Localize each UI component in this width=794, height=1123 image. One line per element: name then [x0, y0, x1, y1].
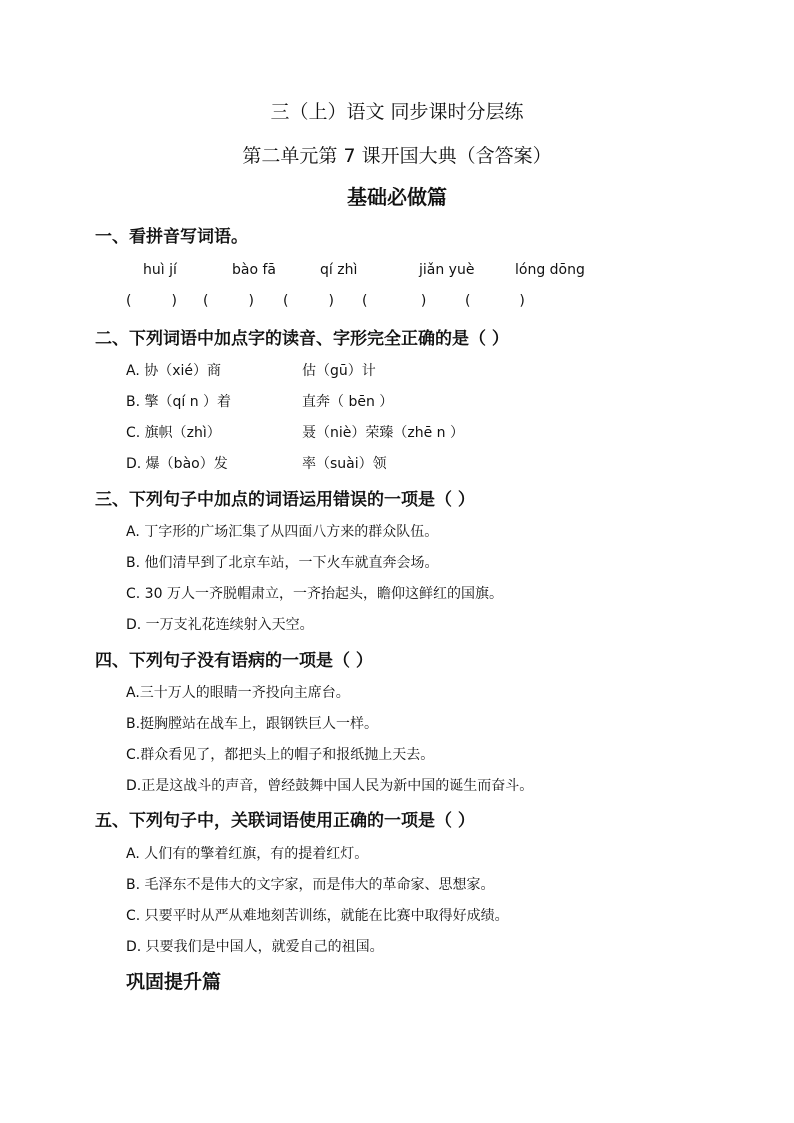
q3-option-c[interactable]: C. 30 万人一齐脱帽肃立，一齐抬起头，瞻仰这鲜红的国旗。 — [126, 586, 503, 602]
q2-option-b-word2: 直奔（ bēn ） — [302, 394, 394, 410]
section-title-advanced: 巩固提升篇 — [126, 971, 222, 993]
q1-pinyin-4: jiǎn yuè — [419, 262, 475, 278]
q1-answer-blank-1[interactable]: ( ) — [126, 293, 177, 309]
section-title-basic: 基础必做篇 — [347, 185, 447, 209]
q4-option-b[interactable]: B.挺胸膛站在战车上，跟钢铁巨人一样。 — [126, 716, 379, 732]
q3-option-b[interactable]: B. 他们清早到了北京车站，一下火车就直奔会场。 — [126, 555, 439, 571]
q1-pinyin-1: huì jí — [143, 262, 177, 278]
q4-heading: 四、下列句子没有语病的一项是（ ） — [95, 651, 373, 671]
q1-answer-blank-3[interactable]: ( ) — [283, 293, 334, 309]
lesson-title: 第二单元第 7 课开国大典（含答案） — [242, 145, 552, 167]
q5-option-d[interactable]: D. 只要我们是中国人，就爱自己的祖国。 — [126, 939, 384, 955]
q3-option-a[interactable]: A. 丁字形的广场汇集了从四面八方来的群众队伍。 — [126, 524, 439, 540]
q1-answer-blank-4[interactable]: ( ) — [362, 293, 427, 309]
q2-option-a-word2: 估（gū）计 — [302, 363, 376, 379]
q4-option-d[interactable]: D.正是这战斗的声音，曾经鼓舞中国人民为新中国的诞生而奋斗。 — [126, 778, 534, 794]
q2-option-b[interactable]: B. 擎（qí n ）着 — [126, 394, 232, 410]
q1-pinyin-3: qí zhì — [320, 262, 358, 278]
page-title: 三（上）语文 同步课时分层练 — [270, 101, 524, 123]
q2-option-a[interactable]: A. 协（xié）商 — [126, 363, 222, 379]
q2-option-d[interactable]: D. 爆（bào）发 — [126, 456, 228, 472]
q2-option-d-word2: 率（suài）领 — [302, 456, 387, 472]
q1-pinyin-5: lóng dōng — [515, 262, 585, 278]
q2-heading: 二、下列词语中加点字的读音、字形完全正确的是（ ） — [95, 329, 509, 349]
q2-option-c-word2: 聂（niè）荣臻（zhē n ） — [302, 425, 464, 441]
q1-heading: 一、看拼音写词语。 — [95, 227, 248, 247]
q1-pinyin-2: bào fā — [232, 262, 276, 278]
q4-option-a[interactable]: A.三十万人的眼睛一齐投向主席台。 — [126, 685, 350, 701]
q1-answer-blank-5[interactable]: ( ) — [465, 293, 525, 309]
q1-answer-blank-2[interactable]: ( ) — [203, 293, 254, 309]
q5-option-a[interactable]: A. 人们有的擎着红旗，有的提着红灯。 — [126, 846, 369, 862]
q3-option-d[interactable]: D. 一万支礼花连续射入天空。 — [126, 617, 314, 633]
q2-option-c[interactable]: C. 旗帜（zhì） — [126, 425, 221, 441]
q5-option-c[interactable]: C. 只要平时从严从难地刻苦训练，就能在比赛中取得好成绩。 — [126, 908, 509, 924]
q4-option-c[interactable]: C.群众看见了，都把头上的帽子和报纸抛上天去。 — [126, 747, 435, 763]
q5-heading: 五、下列句子中，关联词语使用正确的一项是（ ） — [95, 811, 475, 831]
q5-option-b[interactable]: B. 毛泽东不是伟大的文字家，而是伟大的革命家、思想家。 — [126, 877, 495, 893]
q3-heading: 三、下列句子中加点的词语运用错误的一项是（ ） — [95, 490, 475, 510]
